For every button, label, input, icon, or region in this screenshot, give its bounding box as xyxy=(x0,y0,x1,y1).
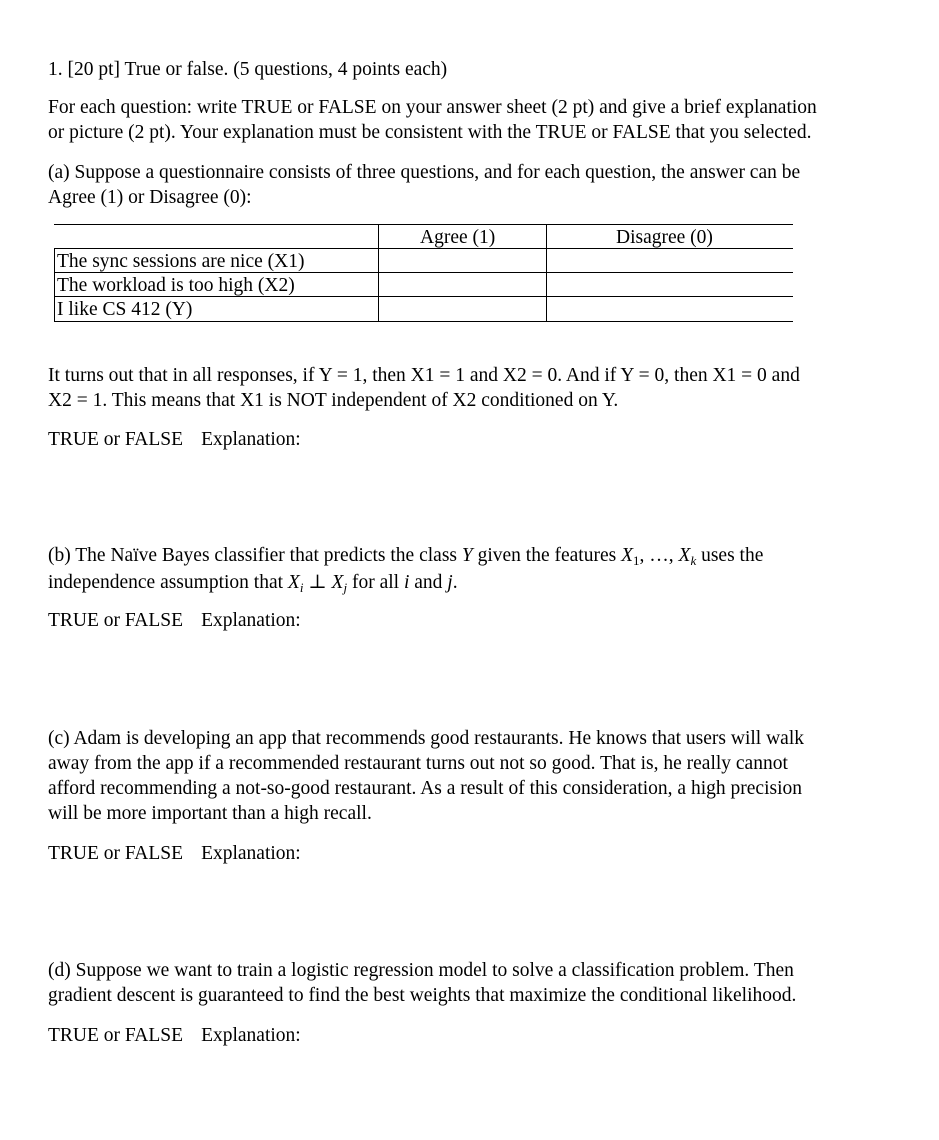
part-c-answer-prompt xyxy=(48,841,301,866)
explanation-label: Explanation: xyxy=(201,1025,301,1046)
table-row-label: The sync sessions are nice (X1) xyxy=(57,251,305,272)
var-x: X xyxy=(621,545,634,566)
part-b-line-1 xyxy=(48,543,868,568)
subscript: j xyxy=(343,580,348,595)
part-b-line-2 xyxy=(48,570,868,595)
part-c-line-4: will be more important than a high recall. xyxy=(48,803,372,824)
subscript: 1 xyxy=(633,553,640,568)
part-d-line-1: (d) Suppose we want to train a logistic regression model to solve a classification problem. Then xyxy=(48,960,794,981)
table-row-label: I like CS 412 (Y) xyxy=(57,299,193,320)
explanation-label: Explanation: xyxy=(201,843,301,864)
text-run: independence assumption that xyxy=(48,572,288,593)
var-x: X xyxy=(678,545,691,566)
text-run: given the features xyxy=(472,545,622,566)
explanation-label: Explanation: xyxy=(201,429,301,450)
var-x: X xyxy=(287,572,300,593)
part-a-answer-prompt xyxy=(48,427,301,452)
part-b-answer-prompt xyxy=(48,608,301,633)
part-d-answer-prompt xyxy=(48,1023,301,1048)
true-false-label: TRUE or FALSE xyxy=(48,1025,184,1046)
text-run: for all xyxy=(347,572,404,593)
part-d-text xyxy=(48,958,868,1008)
table-row-label: The workload is too high (X2) xyxy=(57,275,295,296)
true-false-label: TRUE or FALSE xyxy=(48,610,184,631)
part-d-line-2: gradient descent is guaranteed to find the best weights that maximize the conditional likelihood. xyxy=(48,985,797,1006)
questionnaire-table xyxy=(54,224,793,324)
subscript: i xyxy=(299,580,304,595)
explanation-label: Explanation: xyxy=(201,610,301,631)
instructions xyxy=(48,95,868,145)
text-run: , …, xyxy=(639,545,679,566)
part-b-text xyxy=(48,543,868,595)
part-a-intro-line-1: (a) Suppose a questionnaire consists of three questions, and for each question, the answer can be xyxy=(48,162,801,183)
part-c-text xyxy=(48,726,868,826)
part-c-line-3: afford recommending a not-so-good restaurant. As a result of this consideration, a high precision xyxy=(48,778,802,799)
var-i: i xyxy=(403,572,410,593)
text-run: and xyxy=(409,572,448,593)
part-a-statement-line-2: X2 = 1. This means that X1 is NOT independent of X2 conditioned on Y. xyxy=(48,390,619,411)
independence-symbol: ⊥ xyxy=(303,572,332,593)
subscript: k xyxy=(690,553,697,568)
table-header-agree: Agree (1) xyxy=(420,227,496,248)
text-run: (b) The Naïve Bayes classifier that predicts the class xyxy=(48,545,462,566)
text-run: . xyxy=(452,572,458,593)
part-a-statement xyxy=(48,363,868,413)
true-false-label: TRUE or FALSE xyxy=(48,843,184,864)
var-y: Y xyxy=(461,545,473,566)
table-header-disagree: Disagree (0) xyxy=(616,227,713,248)
instructions-line-2: or picture (2 pt). Your explanation must be consistent with the TRUE or FALSE that you selected. xyxy=(48,122,812,143)
part-a-intro-line-2: Agree (1) or Disagree (0): xyxy=(48,187,252,208)
true-false-label: TRUE or FALSE xyxy=(48,429,184,450)
table-left-border xyxy=(54,248,55,321)
part-c-line-2: away from the app if a recommended restaurant turns out not so good. That is, he really cannot xyxy=(48,753,788,774)
part-a-statement-line-1: It turns out that in all responses, if Y = 1, then X1 = 1 and X2 = 0. And if Y = 0, then X1 = 0 and xyxy=(48,365,800,386)
table-col-divider-1 xyxy=(378,224,379,321)
table-col-divider-2 xyxy=(546,224,547,321)
var-x: X xyxy=(331,572,344,593)
part-c-line-1: (c) Adam is developing an app that recommends good restaurants. He knows that users will walk xyxy=(48,728,804,749)
instructions-line-1: For each question: write TRUE or FALSE on your answer sheet (2 pt) and give a brief explanation xyxy=(48,97,817,118)
question-header: 1. [20 pt] True or false. (5 questions, 4 points each) xyxy=(48,59,448,80)
var-j: j xyxy=(447,572,453,593)
text-run: uses the xyxy=(696,545,764,566)
part-a-intro xyxy=(48,160,868,210)
